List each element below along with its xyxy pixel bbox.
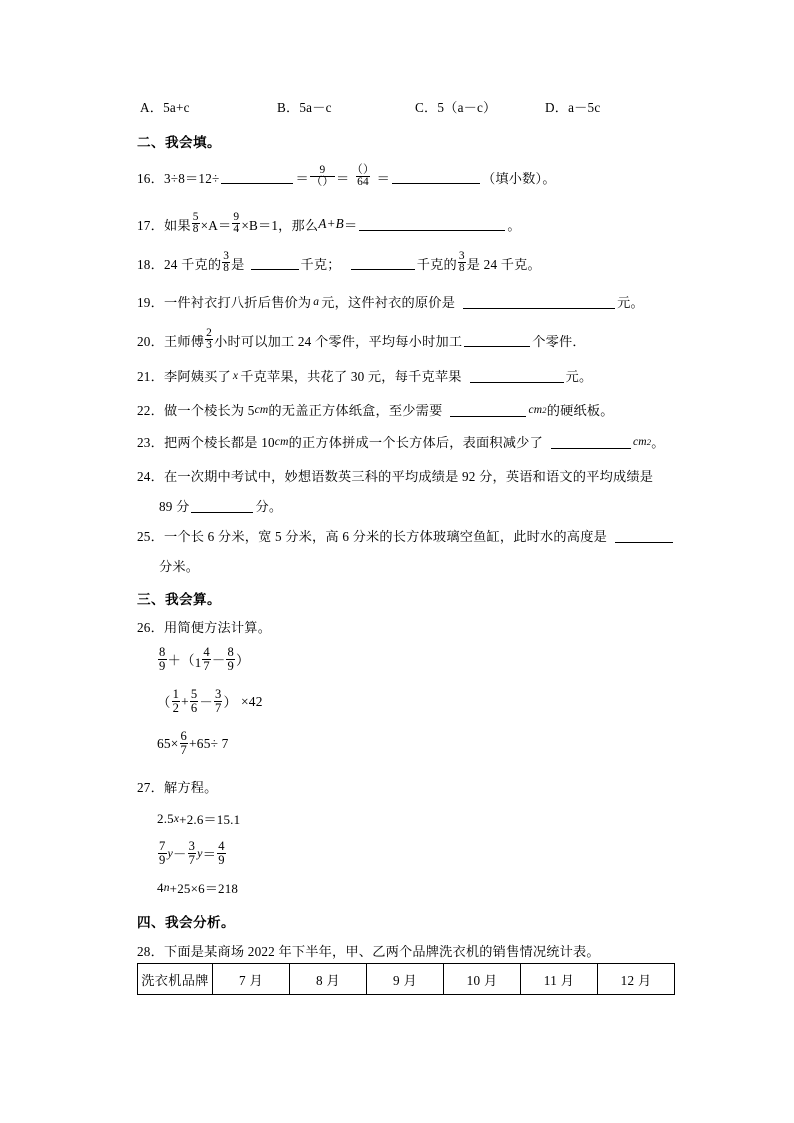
q26-expression-2: [157, 688, 263, 715]
q22-unit-cm2: cm: [528, 403, 543, 416]
q20-frac1-numerator: 2: [206, 326, 213, 339]
q17-fraction-2: [232, 212, 240, 237]
q17-frac1-denominator: 8: [192, 223, 199, 236]
q17-number: 17．: [137, 217, 164, 233]
q19-number: 19．: [137, 295, 164, 310]
choice-a-label: A．5a+c: [140, 100, 190, 115]
question-19: [137, 292, 644, 311]
q23-unit-cm: cm: [274, 435, 289, 448]
q26-number: 26．: [137, 620, 164, 635]
q25-blank-1[interactable]: [615, 529, 673, 543]
q26-e2-op2: －: [199, 695, 213, 711]
q20-fraction-1: [205, 328, 213, 353]
q27-eq3-variable: n: [163, 881, 170, 894]
q20-part3: 个零件．: [532, 333, 586, 349]
choice-option-c[interactable]: [415, 101, 496, 114]
q18-fraction-2: [458, 251, 466, 276]
q26-e3-lead: 65×: [157, 735, 179, 751]
q26-e1-fraction-3: [226, 646, 235, 673]
q24-line1: 在一次期中考试中，妙想语数英三科的平均成绩是 92 分，英语和语文的平均成绩是: [163, 469, 654, 484]
q16-blank-2[interactable]: [392, 170, 480, 184]
q26-e2-op3: ×42: [241, 693, 263, 709]
q23-part1: 把两个棱长都是 10: [163, 435, 275, 450]
q21-part3: 元。: [565, 369, 593, 384]
q26-expression-1: [157, 646, 250, 673]
q17-fraction-1: [192, 212, 200, 237]
q21-variable-x: x: [232, 369, 239, 382]
q17-part5: ＝: [343, 217, 358, 233]
q21-blank-1[interactable]: [470, 369, 564, 383]
q27-eq2-fraction-1: [158, 840, 167, 867]
q26-e2-fraction-1: [172, 688, 181, 715]
table-header-july: 7 月: [213, 964, 290, 995]
table-header-brand: 洗衣机品牌: [138, 964, 213, 995]
q26-e2-lead: （: [157, 695, 171, 711]
q27-eq2-fraction-2: [188, 840, 197, 867]
q27-eq2-f1-num: 7: [159, 838, 166, 853]
q16-frac1-denominator: （）: [310, 176, 335, 189]
q27-eq2-f3-num: 4: [218, 838, 225, 853]
q26-e1-mixed-number: [195, 646, 212, 673]
question-28: [137, 941, 600, 960]
q26-e1-f2-den: 7: [203, 658, 210, 673]
q27-equation-2: [157, 840, 227, 867]
section-heading-two: 二、我会填。: [137, 135, 221, 150]
q27-eq2-f3-den: 9: [218, 852, 225, 867]
question-24-line2: [159, 496, 282, 515]
q20-part1: 王师傅: [163, 333, 205, 349]
q26-e2-fraction-2: [190, 688, 199, 715]
washing-machine-sales-table: [137, 963, 675, 995]
q26-e2-f1-num: 1: [172, 686, 180, 701]
section-heading-three: 三、我会算。: [137, 592, 221, 607]
q27-eq2-f2-num: 3: [188, 838, 196, 853]
q22-unit-cm: cm: [254, 403, 269, 416]
q26-e1-f3-den: 9: [227, 658, 234, 673]
question-23: 23． 把两个棱长都是 10 cm 的正方体拼成一个长方体后，表面积减少了 cm 2 。: [137, 432, 665, 451]
question-21: [137, 366, 592, 385]
q28-title: 下面是某商场 2022 年下半年，甲、乙两个品牌洗衣机的销售情况统计表。: [163, 944, 600, 959]
q26-e2-tail: ）: [223, 695, 238, 711]
q27-eq1-coefficient: 2.5: [157, 810, 174, 826]
q18-frac2-denominator: 8: [458, 262, 465, 275]
q25-line1: 一个长 6 分米，宽 5 分米，高 6 分米的长方体玻璃空鱼缸，此时水的高度是: [163, 529, 607, 544]
question-22: 22． 做一个棱长为 5 cm 的无盖正方体纸盒，至少需要 cm 2 的硬纸板。: [137, 400, 614, 419]
choice-option-b[interactable]: [277, 101, 332, 114]
q26-e3-f1-den: 7: [180, 742, 188, 757]
q26-e2-f3-num: 3: [214, 686, 222, 701]
q18-frac2-numerator: 3: [458, 249, 465, 262]
q26-e3-f1-num: 6: [180, 728, 188, 743]
q17-frac2-numerator: 9: [233, 210, 240, 223]
choice-option-a[interactable]: [140, 101, 190, 114]
q17-part6: 。: [507, 217, 521, 233]
q26-e2-op1: +: [181, 693, 189, 709]
q23-blank-1[interactable]: [551, 435, 631, 449]
q24-blank-1[interactable]: [191, 499, 253, 513]
q19-blank-1[interactable]: [463, 295, 615, 309]
q22-blank-1[interactable]: [450, 403, 526, 417]
q18-number: 18．: [137, 256, 164, 272]
q22-part3: 的硬纸板。: [546, 403, 614, 418]
q16-blank-1[interactable]: [221, 170, 293, 184]
q22-part2: 的无盖正方体纸盒，至少需要: [268, 403, 443, 418]
q27-eq2-f1-den: 9: [159, 852, 166, 867]
q21-part1: 李阿姨买了: [163, 369, 231, 384]
q27-eq2-operator: －: [173, 847, 187, 863]
q18-blank-2[interactable]: [351, 256, 415, 270]
q18-part5: 是 24 千克。: [466, 256, 541, 272]
q18-fraction-1: [222, 251, 230, 276]
choice-d-label: D．a－5c: [545, 100, 601, 115]
choice-b-label: B．5a－c: [277, 100, 332, 115]
q24-line2-prefix: 89 分: [159, 499, 190, 514]
q23-part3: 。: [651, 435, 665, 450]
q17-frac1-numerator: 5: [192, 210, 199, 223]
q23-part2: 的正方体拼成一个长方体后，表面积减少了: [288, 435, 543, 450]
q26-e1-fraction-2: [202, 646, 211, 673]
q17-expression-ab: A+B: [318, 216, 344, 232]
q16-number: 16．: [137, 170, 164, 186]
q28-number: 28．: [137, 944, 164, 959]
question-20: [137, 328, 586, 353]
question-24: [137, 466, 653, 485]
q20-blank-1[interactable]: [464, 333, 530, 347]
table-header-december: 12 月: [598, 964, 675, 995]
q26-e2-f3-den: 7: [214, 700, 222, 715]
q26-e2-fraction-3: [214, 688, 223, 715]
q27-eq2-equals: ＝: [202, 847, 217, 863]
q26-e1-tail: ）: [235, 653, 250, 669]
q19-part3: 元。: [617, 295, 644, 310]
q26-e1-fraction-1: [158, 646, 167, 673]
q23-unit-cm2: cm: [632, 435, 647, 448]
q18-blank-1[interactable]: [251, 256, 299, 270]
q25-number: 25．: [137, 529, 164, 544]
q26-e2-f2-num: 5: [190, 686, 198, 701]
question-26: [137, 617, 271, 636]
q27-eq1-rest: +2.6＝15.1: [179, 812, 241, 827]
q26-e1-op1: ＋（: [167, 653, 195, 669]
q27-equation-3: [157, 878, 238, 897]
table-header-september: 9 月: [367, 964, 444, 995]
q16-part2: ＝: [295, 170, 309, 186]
q18-part2: 是: [231, 256, 245, 272]
choice-c-label: C．5（a－c）: [415, 100, 497, 115]
q16-frac2-numerator: （）: [351, 163, 375, 176]
q26-e1-f1-num: 8: [159, 644, 166, 659]
q21-number: 21．: [137, 369, 164, 384]
table-header-october: 10 月: [444, 964, 521, 995]
q25-line2: 分米。: [159, 559, 200, 574]
q19-part1: 一件衬衣打八折后售价为: [163, 295, 312, 310]
q18-frac1-denominator: 8: [223, 262, 230, 275]
q27-eq2-variable-2: y: [197, 846, 203, 861]
q18-frac1-numerator: 3: [223, 249, 230, 262]
question-25: [137, 526, 675, 545]
q27-number: 27．: [137, 780, 164, 795]
q27-eq1-variable: x: [173, 812, 180, 825]
question-27: [137, 777, 218, 796]
q26-e1-whole: 1: [194, 654, 202, 670]
q22-part1: 做一个棱长为 5: [163, 403, 255, 418]
q16-part4: ＝: [376, 170, 390, 186]
q26-e1-f3-num: 8: [227, 644, 234, 659]
q26-e1-op2: －: [211, 653, 226, 669]
q26-e3-fraction-1: [180, 730, 189, 757]
q27-eq2-f2-den: 7: [188, 852, 196, 867]
q26-e1-f2-num: 4: [203, 644, 210, 659]
q16-fraction-1: [310, 165, 335, 190]
q18-part4: 千克的: [416, 256, 457, 272]
table-row: [138, 964, 675, 995]
q27-equation-1: [157, 809, 240, 828]
q16-fraction-2: [350, 165, 375, 190]
q16-frac2-denominator: 64: [357, 176, 369, 189]
q24-number: 24．: [137, 469, 164, 484]
q16-part3: ＝: [336, 170, 350, 186]
q17-blank-1[interactable]: [359, 217, 505, 231]
q19-part2: 元，这件衬衣的原价是: [321, 295, 456, 310]
q20-frac1-denominator: 3: [206, 339, 213, 352]
q16-part5: （填小数）。: [481, 170, 556, 186]
q26-e1-f1-den: 9: [159, 658, 166, 673]
question-18: [137, 251, 541, 276]
q17-frac2-denominator: 4: [233, 223, 240, 236]
q16-part1: 3÷8＝12÷: [163, 170, 220, 186]
q27-eq2-variable-1: y: [167, 846, 174, 861]
q19-variable-a: a: [313, 295, 320, 308]
question-25-line2: [159, 556, 199, 575]
q27-eq2-fraction-3: [217, 840, 226, 867]
q16-frac1-numerator: 9: [319, 163, 326, 176]
q17-part1: 如果: [163, 217, 191, 233]
q23-number: 23．: [137, 435, 164, 450]
q20-part2: 小时可以加工 24 个零件，平均每小时加工: [214, 333, 463, 349]
q18-part3: 千克；: [300, 256, 341, 272]
q17-part2: ×A＝: [200, 217, 232, 233]
table-header-august: 8 月: [290, 964, 367, 995]
q17-part3: ×B＝1，那么: [241, 217, 319, 233]
q26-e3-tail: +65÷ 7: [189, 735, 229, 751]
q21-part2: 千克苹果，共花了 30 元，每千克苹果: [240, 369, 462, 384]
q26-expression-3: [157, 730, 229, 757]
choice-option-d[interactable]: [545, 101, 600, 114]
q26-e2-f1-den: 2: [172, 700, 180, 715]
table-header-november: 11 月: [521, 964, 598, 995]
q27-eq3-coefficient: 4: [157, 879, 164, 895]
q27-title: 解方程。: [163, 780, 218, 795]
q22-number: 22．: [137, 403, 164, 418]
q24-line2-suffix: 分。: [255, 499, 283, 514]
question-16: [137, 165, 556, 190]
q26-title: 用简便方法计算。: [163, 620, 272, 635]
q26-e2-f2-den: 6: [190, 700, 198, 715]
question-17: [137, 212, 521, 237]
section-heading-four: 四、我会分析。: [137, 915, 235, 930]
q27-eq3-rest: +25×6＝218: [169, 881, 239, 896]
q18-part1: 24 千克的: [163, 256, 222, 272]
q20-number: 20．: [137, 333, 164, 349]
